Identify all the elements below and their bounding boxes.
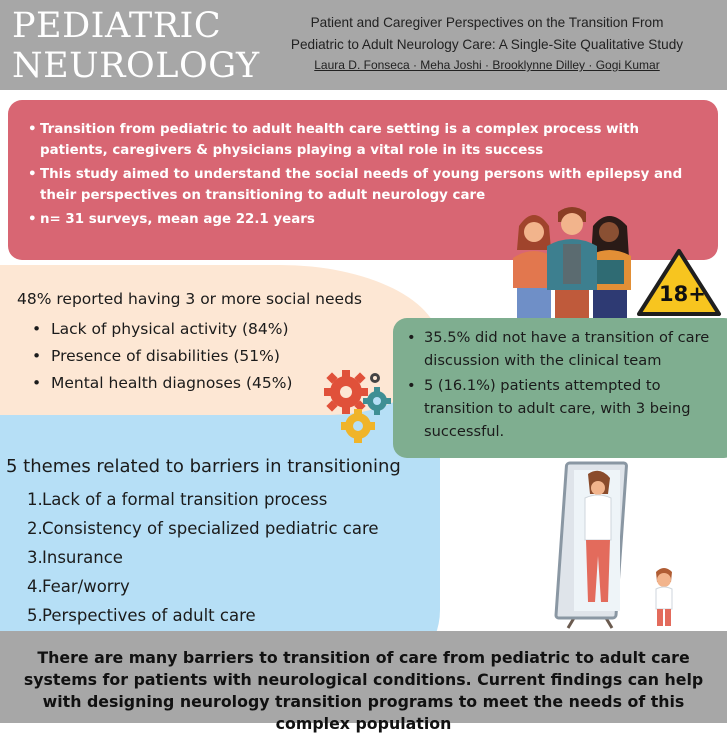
intro-bullet: • Transition from pediatric to adult health care setting is a complex process with patients, caregivers & physicians playing a vital role in its success xyxy=(28,120,690,161)
title-line-2: Pediatric to Adult Neurology Care: A Single-Site Qualitative Study xyxy=(290,37,684,52)
theme-number: 3. xyxy=(27,548,43,567)
theme-label: Perspectives of adult care xyxy=(42,606,256,625)
theme-item xyxy=(27,601,379,630)
theme-number: 4. xyxy=(27,577,43,596)
social-need-item: • Lack of physical activity (84%) xyxy=(30,316,292,343)
title-line-1: Patient and Caregiver Perspectives on the Transition From xyxy=(310,15,664,30)
transition-fact-item: • 5 (16.1%) patients attempted to transition to adult care, with 3 being successful. xyxy=(407,374,727,443)
social-need-item: • Mental health diagnoses (45%) xyxy=(30,370,292,397)
themes-list xyxy=(27,485,379,630)
theme-number: 5. xyxy=(27,606,43,625)
transition-fact-item: • 35.5% did not have a transition of care discussion with the clinical team xyxy=(407,326,727,372)
theme-label: Consistency of specialized pediatric care xyxy=(42,519,379,538)
author-list: Laura D. Fonseca · Meha Joshi · Brooklynne Dilley · Gogi Kumar xyxy=(314,58,660,72)
mirror-reflection-illustration xyxy=(540,458,700,630)
theme-number: 1. xyxy=(27,490,43,509)
themes-title: 5 themes related to barriers in transitioning xyxy=(6,456,401,477)
gears-icon xyxy=(322,368,394,446)
age-badge-label: 18+ xyxy=(659,282,706,306)
brand-line-2: NEUROLOGY xyxy=(12,46,260,86)
social-needs-list xyxy=(30,316,292,397)
intro-bullet: • This study aimed to understand the social needs of young persons with epilepsy and their perspectives on transitioning to adult neurology care xyxy=(28,165,690,206)
theme-number: 2. xyxy=(27,519,43,538)
theme-item xyxy=(27,543,379,572)
theme-label: Fear/worry xyxy=(42,577,130,596)
theme-label: Lack of a formal transition process xyxy=(42,490,328,509)
transition-facts-panel xyxy=(393,318,727,458)
theme-item xyxy=(27,485,379,514)
brand-line-1: PEDIATRIC xyxy=(12,6,222,46)
social-need-item: • Presence of disabilities (51%) xyxy=(30,343,292,370)
conclusion-text: There are many barriers to transition of care from pediatric to adult care systems for patients with neurological conditions. Current findings can help with designing neurology transition programs to meet the needs of this complex population xyxy=(23,648,704,733)
article-title xyxy=(242,12,727,56)
young-people-illustration xyxy=(505,200,645,320)
theme-label: Insurance xyxy=(42,548,123,567)
theme-item xyxy=(27,514,379,543)
transition-facts-list xyxy=(407,326,727,445)
social-needs-title: 48% reported having 3 or more social needs xyxy=(17,290,362,308)
intro-bullet: • n= 31 surveys, mean age 22.1 years xyxy=(28,210,718,231)
theme-item xyxy=(27,572,379,601)
journal-brand xyxy=(12,6,260,86)
